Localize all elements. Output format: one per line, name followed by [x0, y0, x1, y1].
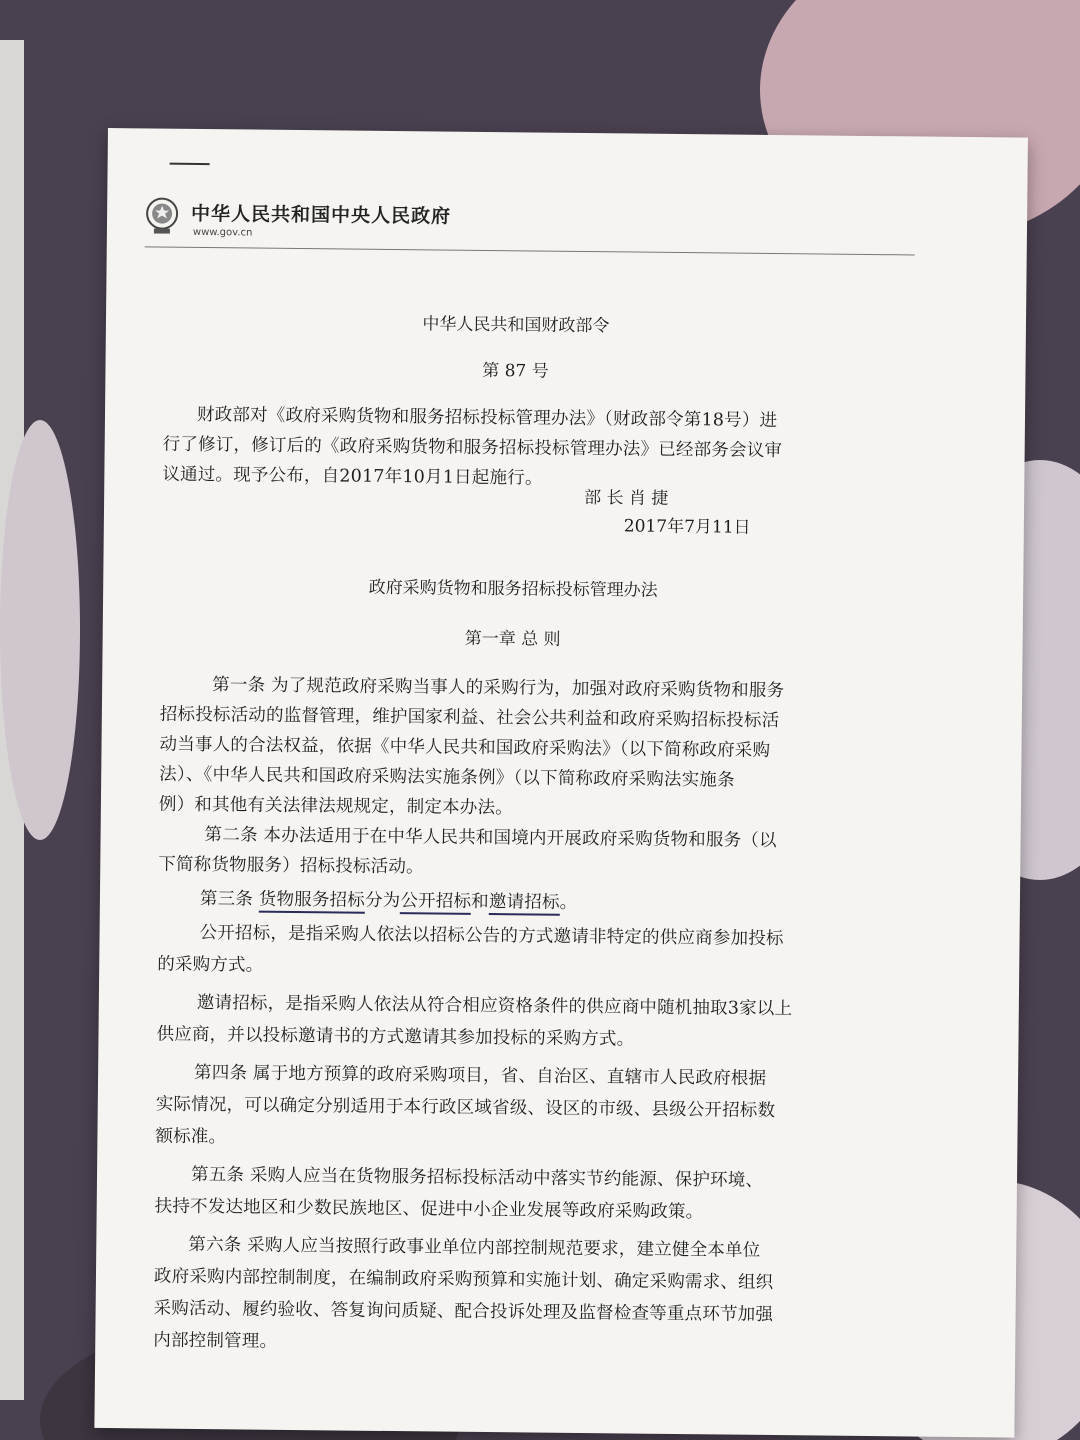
article-5-line: 扶持不发达地区和少数民族地区、促进中小企业发展等政府采购政策。	[154, 1196, 704, 1223]
article-2-line: 下简称货物服务）招标投标活动。	[158, 854, 424, 878]
article-1-line: 招标投标活动的监督管理，维护国家利益、社会公共利益和政府采购招标投标活	[159, 704, 780, 732]
article-5-line: 第五条 采购人应当在货物服务招标投标活动中落实节约能源、保护环境、	[190, 1164, 764, 1191]
article-4-line: 实际情况，可以确定分别适用于本行政区域省级、设区的市级、县级公开招标数	[155, 1094, 776, 1122]
open-tender-line: 的采购方式。	[157, 954, 264, 976]
decree-signature: 部 长 肖 捷	[584, 488, 669, 509]
decree-body-line: 行了修订，修订后的《政府采购货物和服务招标投标管理办法》已经部务会议审	[162, 434, 783, 462]
decree-number: 第 87 号	[482, 360, 549, 382]
decree-body-line: 议通过。现予公布，自2017年10月1日起施行。	[162, 464, 543, 489]
open-tender-line: 公开招标，是指采购人依法以招标公告的方式邀请非特定的供应商参加投标	[199, 923, 784, 950]
page-mark	[170, 163, 210, 165]
invite-tender-line: 邀请招标，是指采购人依法从符合相应资格条件的供应商中随机抽取3家以上	[196, 992, 793, 1020]
article-3-text: 分为	[364, 890, 401, 912]
underlined-term: 邀请招标	[489, 892, 560, 916]
article-1-line: 第一条 为了规范政府采购当事人的采购行为，加强对政府采购货物和服务	[212, 675, 785, 702]
article-4-line: 额标准。	[155, 1126, 227, 1148]
document-page	[94, 128, 1028, 1438]
invite-tender-line: 供应商，并以投标邀请书的方式邀请其参加投标的采购方式。	[156, 1024, 635, 1050]
article-3-prefix: 第三条	[199, 889, 259, 910]
decree-date: 2017年7月11日	[623, 516, 751, 538]
article-3-text: 。	[559, 892, 578, 913]
site-url: www.gov.cn	[192, 226, 253, 239]
article-6-line: 采购活动、履约验收、答复询问质疑、配合投诉处理及监督检查等重点环节加强	[153, 1298, 774, 1326]
article-6-line: 政府采购内部控制制度，在编制政府采购预算和实施计划、确定采购需求、组织	[153, 1266, 774, 1294]
background-pattern	[0, 420, 80, 840]
chapter-heading: 第一章 总 则	[464, 628, 561, 650]
article-3-line	[200, 885, 578, 914]
underlined-term: 货物服务招标	[259, 890, 365, 914]
site-name: 中华人民共和国中央人民政府	[190, 202, 452, 228]
national-emblem-icon	[145, 196, 179, 236]
article-6-line: 内部控制管理。	[153, 1330, 278, 1352]
article-4-line: 第四条 属于地方预算的政府采购项目，省、自治区、直辖市人民政府根据	[194, 1062, 767, 1089]
decree-issuer: 中华人民共和国财政部令	[422, 314, 610, 337]
article-2-line: 第二条 本办法适用于在中华人民共和国境内开展政府采购货物和服务（以	[204, 825, 777, 852]
article-3-text: 和	[471, 891, 490, 913]
regulation-title: 政府采购货物和服务招标投标管理办法	[368, 577, 658, 601]
decree-body-line: 财政部对《政府采购货物和服务招标投标管理办法》（财政部令第18号）进	[196, 404, 778, 432]
article-1-line: 法）、《中华人民共和国政府采购法实施条例》（以下简称政府采购法实施条	[159, 764, 735, 791]
gov-header	[145, 196, 925, 254]
underlined-term: 公开招标	[400, 891, 471, 915]
article-1-line: 动当事人的合法权益，依据《中华人民共和国政府采购法》（以下简称政府采购	[159, 734, 771, 761]
article-6-line: 第六条 采购人应当按照行政事业单位内部控制规范要求，建立健全本单位	[188, 1234, 761, 1261]
article-1-line: 例）和其他有关法律法规规定，制定本办法。	[158, 794, 514, 819]
